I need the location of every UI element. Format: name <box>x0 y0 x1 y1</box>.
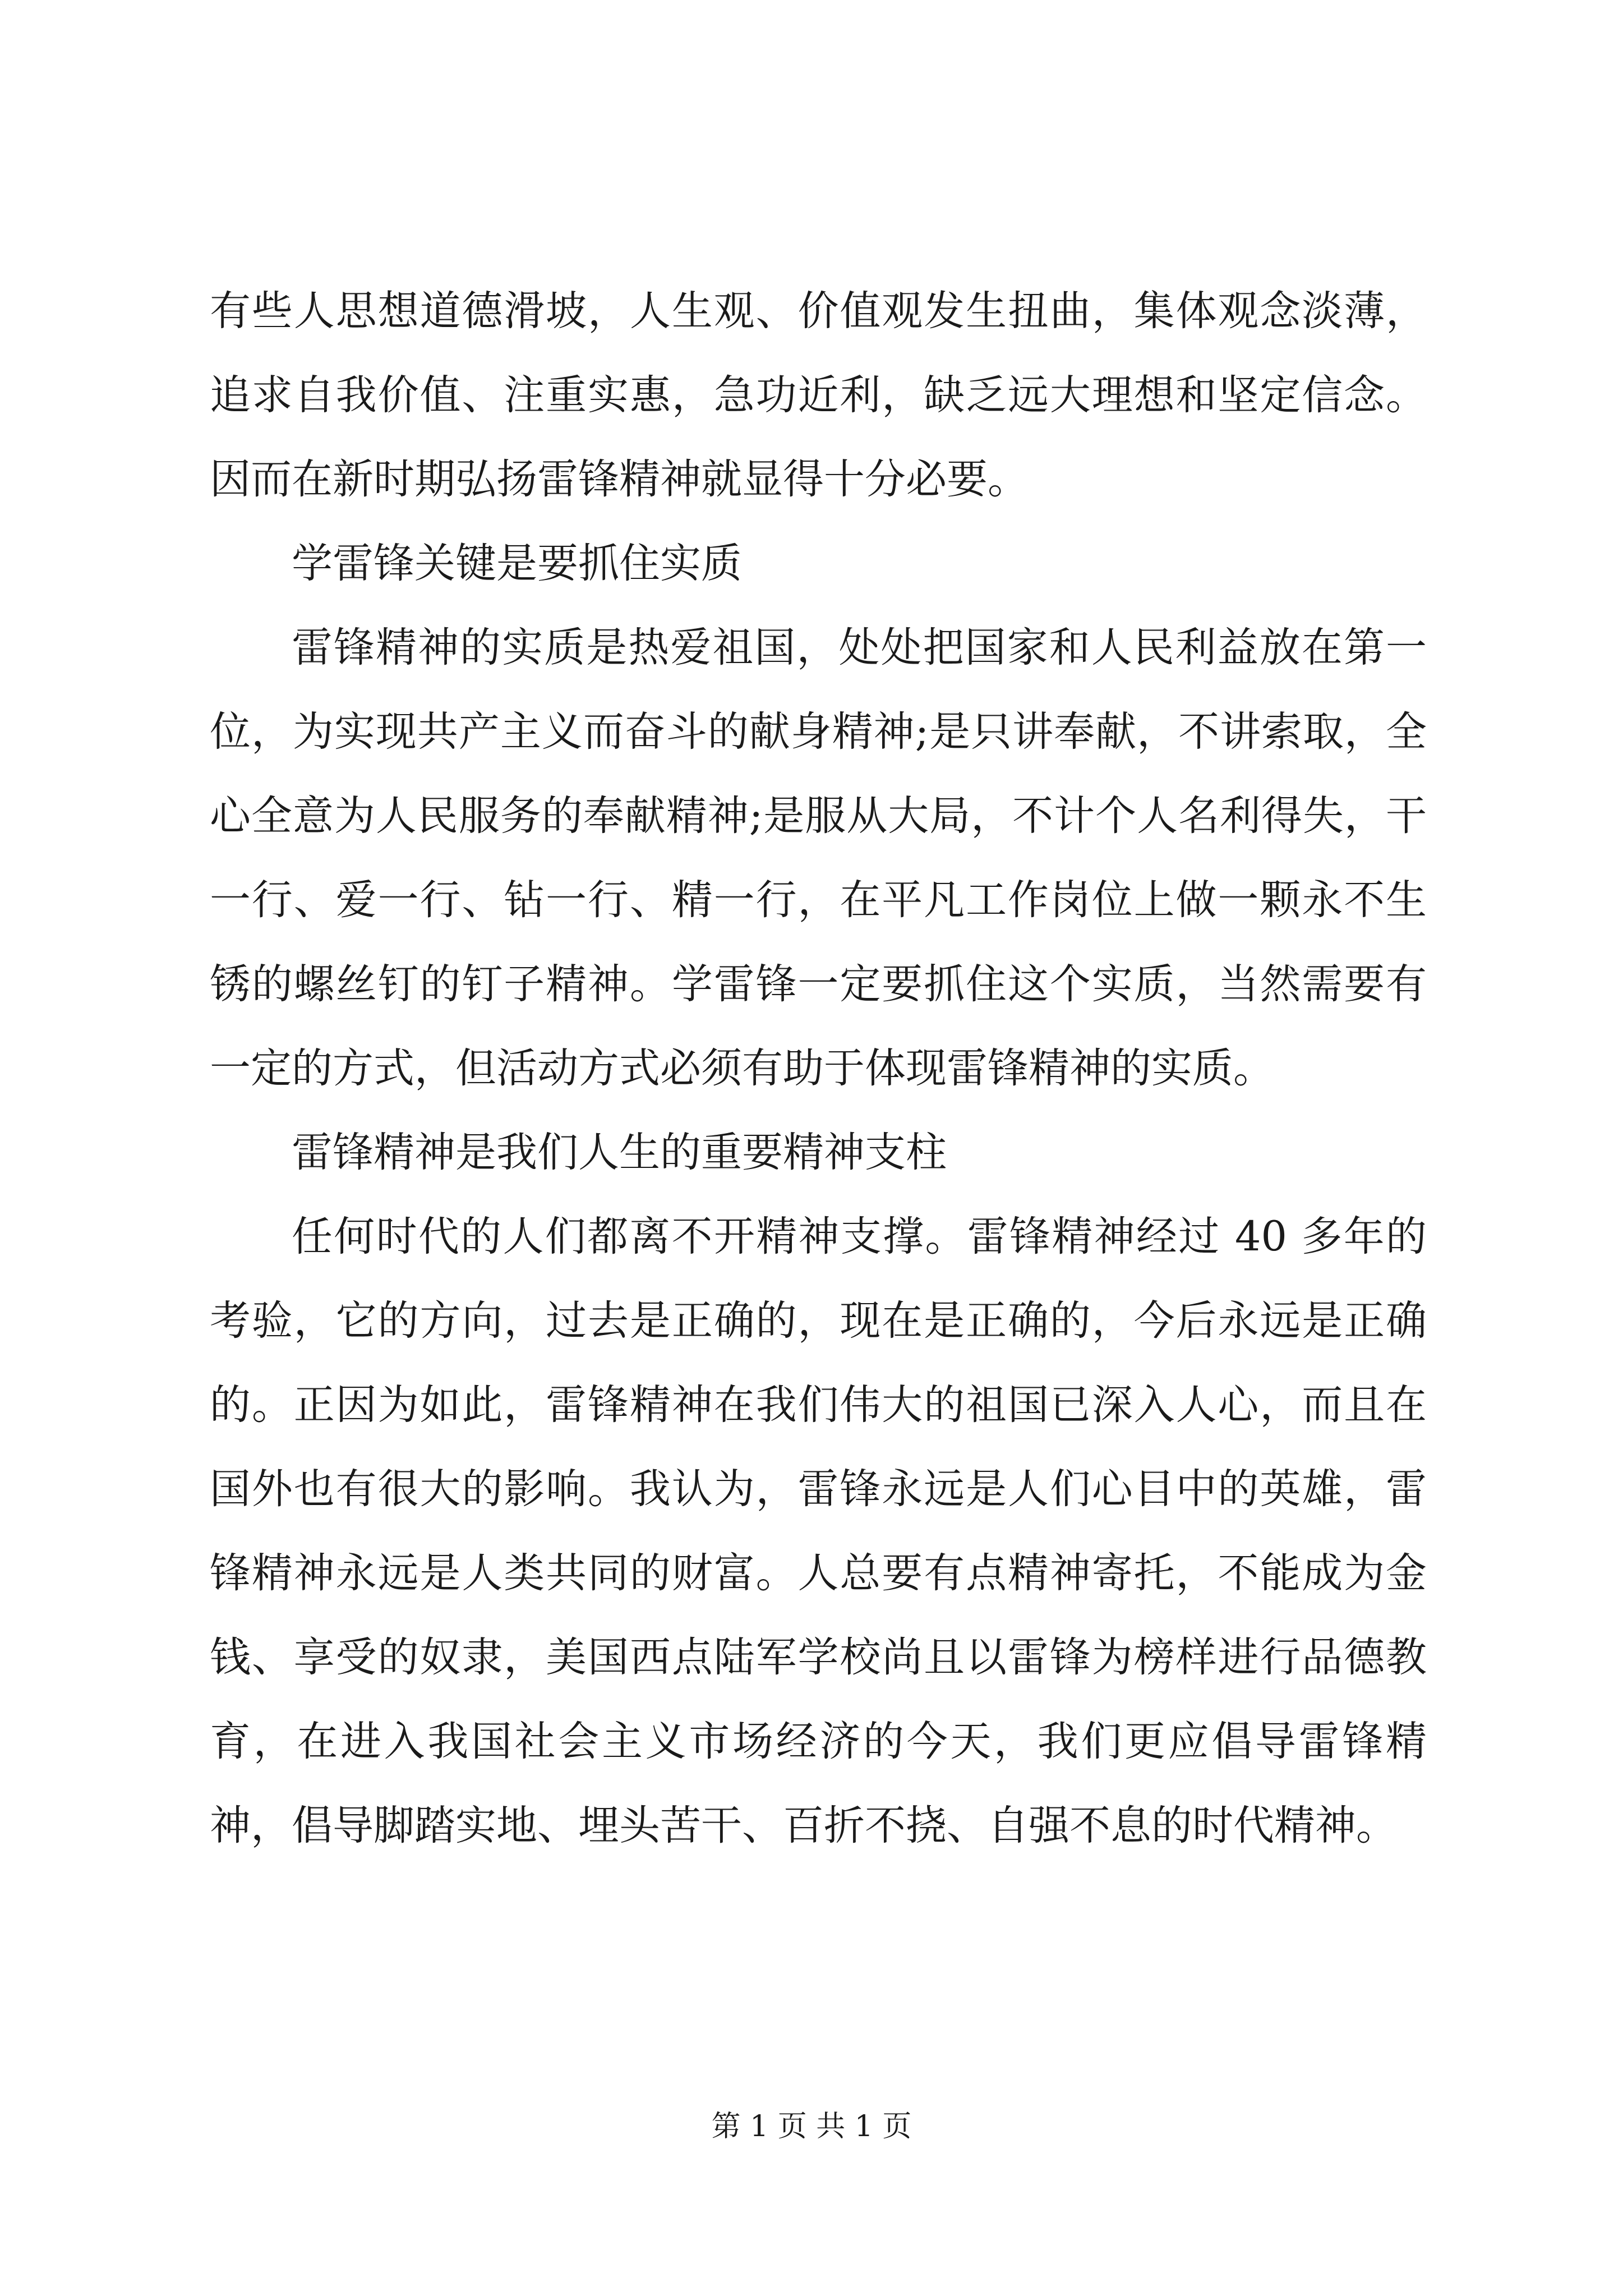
section-heading-substance: 学雷锋关键是要抓住实质 <box>292 540 742 587</box>
paragraph-2: 雷锋精神的实质是热爱祖国，处处把国家和人民利益放在第一位，为实现共产主义而奋斗的献身精神;是只讲奉献，不讲索取，全心全意为人民服务的奉献精神;是服从大局，不计个人名利得失，干一行、爱一行、钻一行、精一行，在平凡工作岗位上做一颗永不生锈的螺丝钉的钉子精神。学雷锋一定要抓住这个实质，当然需要有一定的方式，但活动方式必须有助于体现雷锋精神的实质。 <box>210 624 1427 1092</box>
document-body <box>210 269 1427 1868</box>
page-number-footer: 第 1 页 共 1 页 <box>711 2110 912 2143</box>
paragraph-3: 任何时代的人们都离不开精神支撑。雷锋精神经过 40 多年的考验，它的方向，过去是正确的，现在是正确的，今后永远是正确的。正因为如此，雷锋精神在我们伟大的祖国已深入人心，而且在国外也有很大的影响。我认为，雷锋永远是人们心目中的英雄，雷锋精神永远是人类共同的财富。人总要有点精神寄托，不能成为金钱、享受的奴隶，美国西点陆军学校尚且以雷锋为榜样进行品德教育，在进入我国社会主义市场经济的今天，我们更应倡导雷锋精神，倡导脚踏实地、埋头苦干、百折不挠、自强不息的时代精神。 <box>210 1213 1427 1849</box>
paragraph-1: 有些人思想道德滑坡，人生观、价值观发生扭曲，集体观念淡薄，追求自我价值、注重实惠，急功近利，缺乏远大理想和坚定信念。因而在新时期弘扬雷锋精神就显得十分必要。 <box>210 287 1427 503</box>
section-heading-pillar: 雷锋精神是我们人生的重要精神支柱 <box>292 1129 947 1176</box>
